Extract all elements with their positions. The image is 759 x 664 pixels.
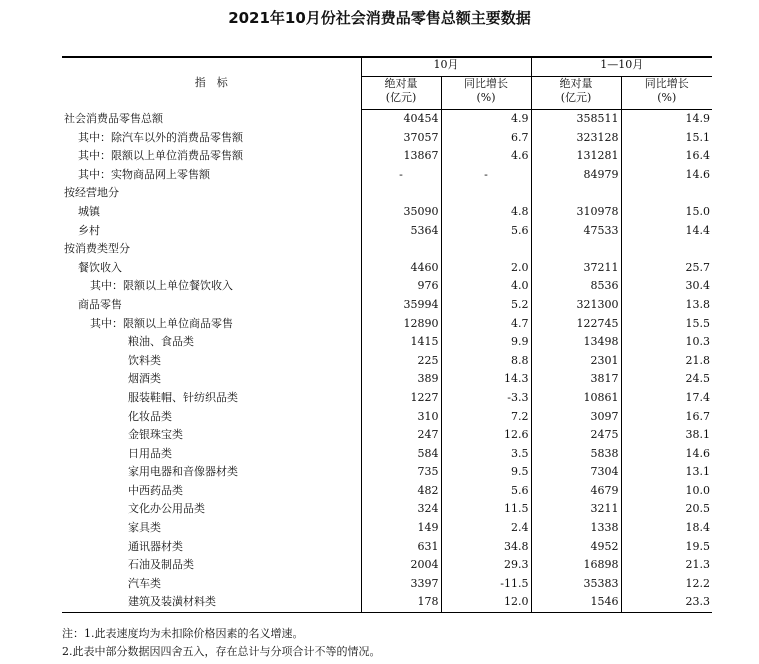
ytd-abs-value: 3211 [531,500,621,519]
table-row [62,352,712,371]
retail-sales-table [62,56,712,613]
ytd-abs-value: 2301 [531,352,621,371]
ytd-yoy-value: 23.3 [621,593,712,612]
ytd-abs-value: 1546 [531,593,621,612]
ytd-yoy-value: 21.8 [685,353,710,367]
ytd-abs-value: 8536 [531,277,621,296]
month-yoy-value: 2.0 [441,259,531,278]
ytd-yoy-value: 13.1 [685,465,710,479]
ytd-abs-value: 131281 [531,147,621,166]
ytd-abs-value: 1338 [531,519,621,538]
table-row [62,203,712,222]
month-yoy-value: 4.0 [441,277,531,296]
month-yoy-value: 11.5 [441,500,531,519]
indicator-header: 指 标 [62,57,361,110]
month-abs-value: 2004 [361,556,441,575]
ytd-abs-value: 16898 [531,556,621,575]
table-row [62,389,712,408]
row-label: 烟酒类 [62,370,361,389]
month-yoy-value: 4.6 [441,147,531,166]
row-label: 其中：除汽车以外的消费品零售额 [62,129,361,148]
table-row [62,259,712,278]
page-title: 2021年10月份社会消费品零售总额主要数据 [228,9,531,27]
month-abs-value [361,184,441,203]
ytd-yoy-value: 20.5 [685,502,710,516]
table-row [62,110,712,129]
table-row [62,482,712,501]
table-row [62,296,712,315]
table-body [62,110,712,613]
row-label: 按经营地分 [62,184,361,203]
ytd-yoy-value: 10.3 [685,335,710,349]
ytd-yoy-value: 14.9 [685,112,710,125]
month-yoy-value: 14.3 [441,370,531,389]
month-yoy-value: 5.2 [441,296,531,315]
ytd-abs-value: 13498 [531,333,621,352]
row-label: 服装鞋帽、针纺织品类 [62,389,361,408]
month-abs-value: 310 [361,408,441,427]
ytd-abs-value [531,240,621,259]
ytd-yoy-value: 17.4 [685,390,710,404]
row-label: 文化办公用品类 [62,500,361,519]
month-abs-value [361,240,441,259]
table-row [62,315,712,334]
row-label: 其中：实物商品网上零售额 [62,166,361,185]
month-abs-value: - [361,166,441,185]
month-abs-header: 绝对量 (亿元) [361,77,441,110]
ytd-abs-value: 321300 [531,296,621,315]
row-label: 其中：限额以上单位消费品零售额 [62,147,361,166]
row-label: 城镇 [62,203,361,222]
month-yoy-value: 2.4 [441,519,531,538]
table-row [62,333,712,352]
table-row [62,538,712,557]
month-abs-value: 35090 [361,203,441,222]
table-row [62,129,712,148]
ytd-abs-value: 3097 [531,408,621,427]
footnotes [62,625,381,661]
month-abs-value: 3397 [361,575,441,594]
ytd-yoy-value [621,184,712,203]
month-yoy-value: -11.5 [441,575,531,594]
ytd-abs-value: 4952 [531,538,621,557]
table-row [62,593,712,612]
month-abs-value: 735 [361,463,441,482]
month-abs-value: 178 [361,593,441,612]
ytd-abs-value: 47533 [531,222,621,241]
ytd-group-header: 1—10月 [531,57,712,77]
month-abs-value: 4460 [361,259,441,278]
row-label: 粮油、食品类 [62,333,361,352]
month-abs-value: 1227 [361,389,441,408]
row-label: 家用电器和音像器材类 [62,463,361,482]
row-label: 石油及制品类 [62,556,361,575]
ytd-yoy-value: 24.5 [685,372,710,386]
ytd-yoy-value: 18.4 [685,521,710,535]
ytd-yoy-value [621,240,712,259]
month-yoy-value: 3.5 [441,445,531,464]
row-label: 其中：限额以上单位商品零售 [62,315,361,334]
row-label: 汽车类 [62,575,361,594]
month-yoy-value: 9.9 [441,333,531,352]
table-row [62,277,712,296]
month-yoy-value: 4.8 [441,203,531,222]
table-row [62,519,712,538]
month-abs-value: 389 [361,370,441,389]
ytd-yoy-value: 14.6 [685,167,710,181]
ytd-yoy-value: 38.1 [685,428,710,442]
month-abs-value: 13867 [361,147,441,166]
month-abs-value: 1415 [361,333,441,352]
row-label: 日用品类 [62,445,361,464]
ytd-yoy-value: 14.6 [685,446,710,460]
ytd-yoy-value: 10.0 [685,483,710,497]
row-label: 乡村 [62,222,361,241]
row-label: 按消费类型分 [62,240,361,259]
ytd-abs-value: 2475 [531,426,621,445]
ytd-abs-value: 35383 [531,575,621,594]
month-yoy-value: 7.2 [441,408,531,427]
month-yoy-value: 12.0 [441,593,531,612]
ytd-abs-value: 10861 [531,389,621,408]
month-yoy-value: 8.8 [441,352,531,371]
month-yoy-value [441,240,531,259]
month-abs-value: 12890 [361,315,441,334]
month-group-header: 10月 [361,57,531,77]
row-label: 通讯器材类 [62,538,361,557]
ytd-abs-value: 3817 [531,370,621,389]
ytd-abs-value: 5838 [531,445,621,464]
ytd-yoy-value: 16.4 [685,149,710,163]
month-yoy-value: 12.6 [441,426,531,445]
row-label: 社会消费品零售总额 [62,110,361,129]
ytd-yoy-value: 13.8 [685,297,710,311]
table-row [62,222,712,241]
table-row [62,556,712,575]
month-yoy-value: 34.8 [441,538,531,557]
ytd-abs-value: 84979 [531,166,621,185]
table-header [62,57,712,110]
ytd-yoy-value: 21.3 [685,558,710,572]
row-label: 家具类 [62,519,361,538]
ytd-yoy-value: 25.7 [685,260,710,274]
ytd-abs-header: 绝对量 (亿元) [531,77,621,110]
table-row [62,147,712,166]
month-yoy-value: - [441,166,531,185]
table-row [62,184,712,203]
ytd-yoy-value: 14.4 [685,223,710,237]
month-yoy-value: 5.6 [441,222,531,241]
month-yoy-value: 4.9 [441,110,531,129]
month-abs-value: 324 [361,500,441,519]
row-label: 金银珠宝类 [62,426,361,445]
ytd-abs-value: 358511 [531,110,621,129]
month-yoy-value: 9.5 [441,463,531,482]
row-label: 其中：限额以上单位餐饮收入 [62,277,361,296]
ytd-abs-value [531,184,621,203]
month-yoy-value: 5.6 [441,482,531,501]
ytd-yoy-header: 同比增长 (%) [621,77,712,110]
month-abs-value: 584 [361,445,441,464]
table-row [62,408,712,427]
month-yoy-value: 4.7 [441,315,531,334]
ytd-yoy-value: 16.7 [685,409,710,423]
month-abs-value: 40454 [361,110,441,129]
table-row [62,240,712,259]
row-label: 商品零售 [62,296,361,315]
month-yoy-value: 6.7 [441,129,531,148]
table-row [62,370,712,389]
ytd-abs-value: 37211 [531,259,621,278]
row-label: 餐饮收入 [62,259,361,278]
ytd-abs-value: 310978 [531,203,621,222]
table-row [62,575,712,594]
ytd-yoy-value: 30.4 [685,279,710,293]
month-abs-value: 247 [361,426,441,445]
month-yoy-value [441,184,531,203]
row-label: 中西药品类 [62,482,361,501]
ytd-yoy-value: 15.0 [685,204,710,218]
table-row [62,445,712,464]
month-yoy-value: -3.3 [441,389,531,408]
month-abs-value: 149 [361,519,441,538]
ytd-abs-value: 4679 [531,482,621,501]
ytd-yoy-value: 15.5 [685,316,710,330]
month-abs-value: 482 [361,482,441,501]
footnote-2: 2.此表中部分数据因四舍五入，存在总计与分项合计不等的情况。 [62,645,381,658]
row-label: 饮料类 [62,352,361,371]
month-abs-value: 225 [361,352,441,371]
month-yoy-value: 29.3 [441,556,531,575]
table-row [62,426,712,445]
ytd-yoy-value: 19.5 [685,539,710,553]
month-abs-value: 976 [361,277,441,296]
month-abs-value: 37057 [361,129,441,148]
ytd-yoy-value: 15.1 [685,130,710,144]
ytd-abs-value: 7304 [531,463,621,482]
month-abs-value: 5364 [361,222,441,241]
table-row [62,463,712,482]
ytd-abs-value: 323128 [531,129,621,148]
month-abs-value: 631 [361,538,441,557]
footnote-1: 注：1.此表速度均为未扣除价格因素的名义增速。 [62,627,304,640]
row-label: 化妆品类 [62,408,361,427]
month-yoy-header: 同比增长 (%) [441,77,531,110]
table-row [62,500,712,519]
row-label: 建筑及装潢材料类 [62,593,361,612]
month-abs-value: 35994 [361,296,441,315]
ytd-abs-value: 122745 [531,315,621,334]
ytd-yoy-value: 12.2 [685,576,710,590]
table-row [62,166,712,185]
